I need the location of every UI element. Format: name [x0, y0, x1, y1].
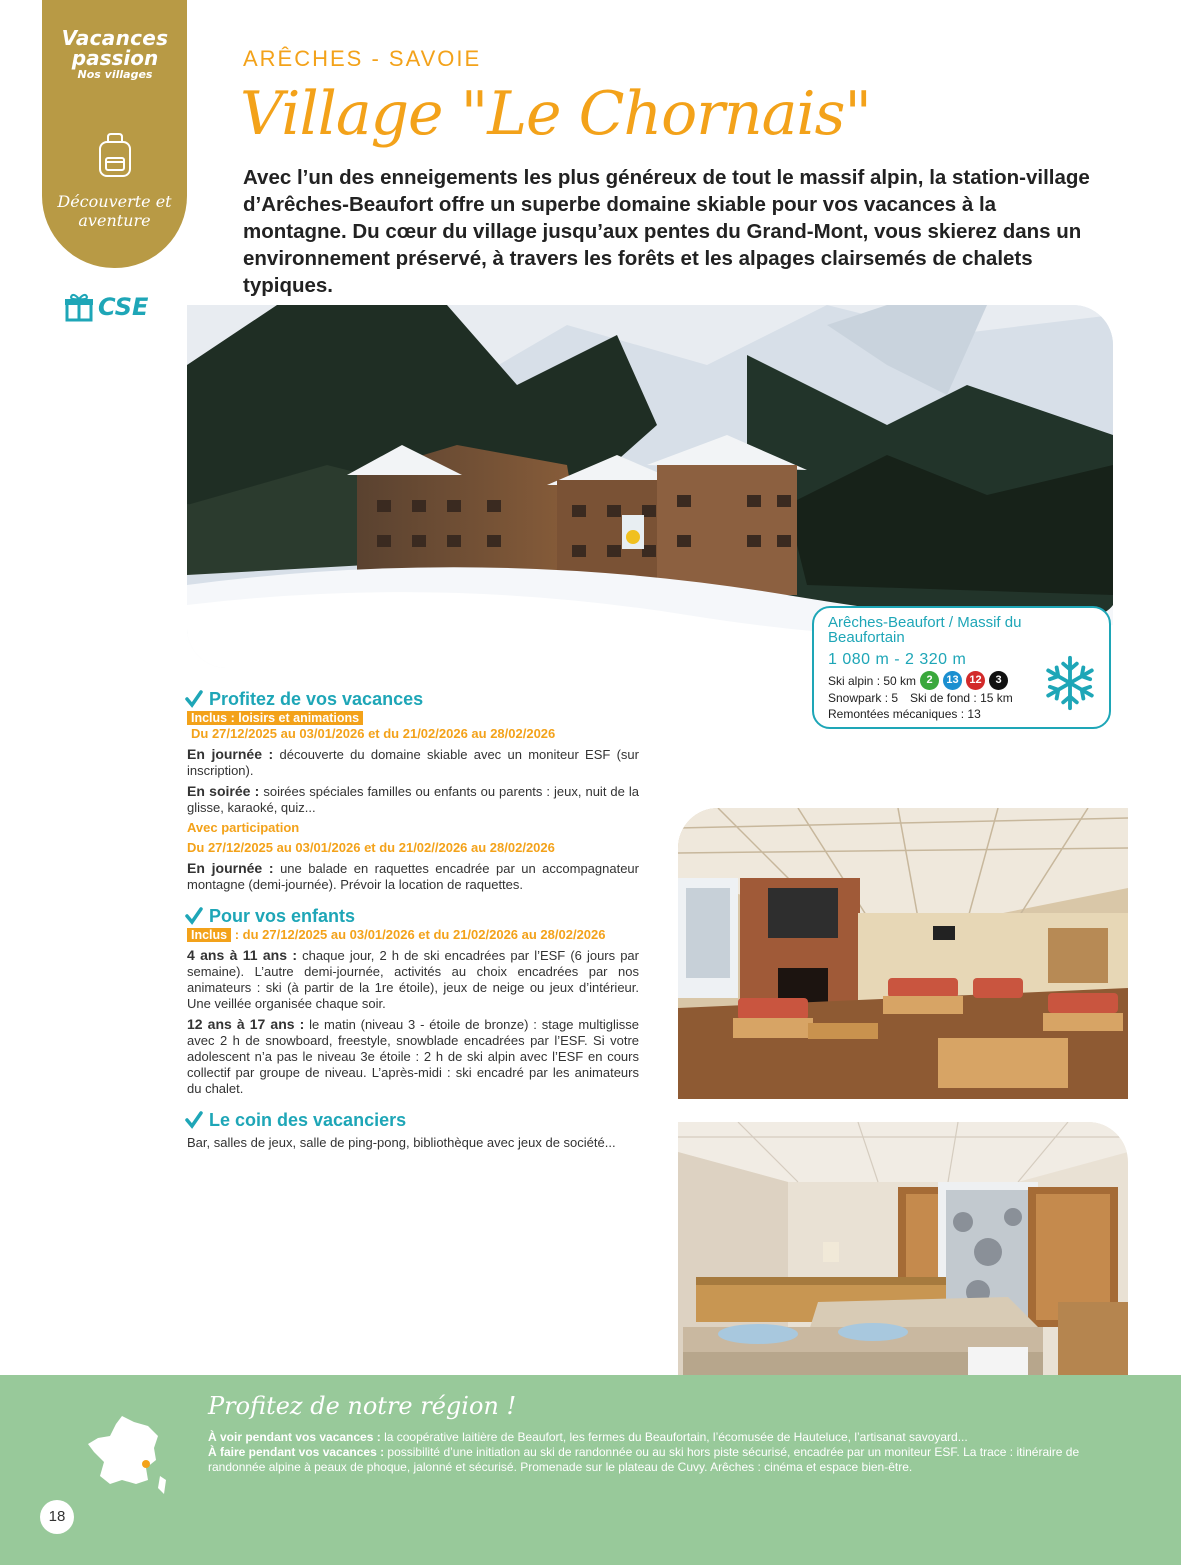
brand-tab	[42, 0, 187, 268]
snowflake-icon	[1041, 654, 1099, 712]
day-text: découverte du domaine skiable avec un moniteur ESF (sur inscription).	[187, 747, 639, 778]
logo-line-1: Vacances	[61, 26, 169, 50]
green-pistes-badge: 2	[920, 671, 939, 690]
voir-label: À voir pendant vos vacances :	[208, 1430, 381, 1444]
evening-label: En soirée :	[187, 783, 260, 799]
resort-name: Arêches-Beaufort / Massif du Beaufortain	[828, 614, 1022, 646]
day-label: En journée :	[187, 746, 274, 762]
resort-info-box	[812, 606, 1111, 729]
day-activity	[187, 746, 639, 779]
participation-label: Avec participation	[187, 820, 300, 835]
faire-label: À faire pendant vos vacances :	[208, 1445, 385, 1459]
section-vacanciers-label: Le coin des vacanciers	[209, 1110, 407, 1130]
remontees-label: Remontées mécaniques : 13	[828, 707, 981, 721]
teens-text: le matin (niveau 3 - étoile de bronze) : stage multiglisse avec 2 h de snowboard, freestyle, snowblade encadrées par l’ESF. Si votre adolescent n’a pas le niveau 3e étoile : 2 h de ski alpin avec l’ESF en cours collectif par groupe de niveau. L’après-midi : ski encadré par les animateurs du chalet.	[187, 1017, 639, 1096]
blue-pistes-badge: 13	[943, 671, 962, 690]
gift-icon	[64, 292, 94, 322]
teens-12-17	[187, 1016, 639, 1097]
region-text	[208, 1430, 1128, 1475]
section-vacanciers-title	[185, 1109, 639, 1131]
kids-4-11-text: chaque jour, 2 h de ski encadrées par l’ESF (6 jours par semaine). L’autre demi-journée, activités au choix encadrées par nos animateurs : ski (à partir de la 1re étoile), jeux de neige ou jeux d’intérieur. Une veillée organisée chaque soir.	[187, 948, 639, 1011]
page-title: Village "Le Chornais"	[240, 79, 871, 149]
check-icon	[185, 690, 203, 708]
section-vacances-title	[185, 688, 639, 710]
location-label: ARÊCHES - SAVOIE	[243, 46, 482, 71]
ski-alpin-label: Ski alpin : 50 km	[828, 673, 917, 688]
section-vacances-label: Profitez de vos vacances	[209, 689, 424, 709]
cse-label: CSE	[98, 293, 149, 321]
kids-4-11	[187, 947, 639, 1012]
kids-4-11-label: 4 ans à 11 ans :	[187, 947, 298, 963]
kids-dates: : du 27/12/2025 au 03/01/2026 et du 21/02/2026 au 28/02/2026	[231, 927, 606, 942]
category-label: Découverte et aventure	[57, 192, 172, 230]
snowshoe-label: En journée :	[187, 860, 274, 876]
evening-activity	[187, 783, 639, 816]
black-pistes-badge: 3	[989, 671, 1008, 690]
logo-line-3: Nos villages	[77, 68, 153, 81]
backpack-icon	[94, 132, 136, 180]
participation-dates: Du 27/12/2025 au 03/01/2026 et du 21/02//2026 au 28/02/2026	[187, 840, 555, 855]
snowpark-label: Snowpark : 5	[828, 691, 899, 705]
region-title: Profitez de notre région !	[208, 1392, 517, 1420]
logo-line-2: passion	[71, 46, 159, 70]
faire-text: possibilité d’une initiation au ski de randonnée ou au ski hors piste sécurisé, encadrée par un moniteur ESF. La trace : itinéraire de randonnée alpine à peaux de phoque, jalonné et sécurisé. Promenade sur le plateau de Cuvy. Arêches : cinéma et espace bien-être.	[208, 1445, 1080, 1474]
snowshoe-activity	[187, 860, 639, 893]
france-map-icon	[86, 1414, 170, 1500]
evening-text: soirées spéciales familles ou enfants ou parents : jeux, nuit de la glisse, karaoké, quiz...	[187, 784, 639, 815]
teens-label: 12 ans à 17 ans :	[187, 1016, 305, 1032]
activities-column	[187, 688, 639, 1151]
section-enfants-label: Pour vos enfants	[209, 906, 356, 926]
red-pistes-badge: 12	[966, 671, 985, 690]
brand-logo	[50, 28, 180, 82]
check-icon	[185, 1111, 203, 1129]
snowshoe-text: une balade en raquettes encadrée par un accompagnateur montagne (demi-journée). Prévoir la location de raquettes.	[187, 861, 639, 892]
voir-text: la coopérative laitière de Beaufort, les fermes du Beaufortain, l’écomusée de Hauteluce, l’artisanat savoyard...	[380, 1430, 968, 1444]
page-number: 18	[40, 1500, 74, 1534]
cse-badge	[64, 292, 148, 322]
included-tag: Inclus : loisirs et animations	[187, 711, 363, 725]
check-icon	[185, 907, 203, 925]
intro-paragraph: Avec l’un des enneigements les plus généreux de tout le massif alpin, la station-village d’Arêches-Beaufort offre un superbe domaine skiable pour vos vacances à la montagne. Du cœur du village jusqu’aux pentes du Grand-Mont, vous skierez dans un environnement préservé, à travers les forêts et les alpages clairsemés de chalets typiques.	[243, 166, 1090, 297]
ski-fond-label: Ski de fond : 15 km	[910, 691, 1013, 705]
bedroom-photo	[678, 1122, 1128, 1412]
section-enfants-title	[185, 905, 639, 927]
included-dates: Du 27/12/2025 au 03/01/2026 et du 21/02/2026 au 28/02/2026	[191, 726, 556, 741]
included-tag: Inclus	[187, 928, 231, 942]
resort-altitude: 1 080 m - 2 320 m	[828, 651, 967, 668]
facilities-text: Bar, salles de jeux, salle de ping-pong, bibliothèque avec jeux de société...	[187, 1135, 616, 1150]
lounge-photo	[678, 808, 1128, 1099]
